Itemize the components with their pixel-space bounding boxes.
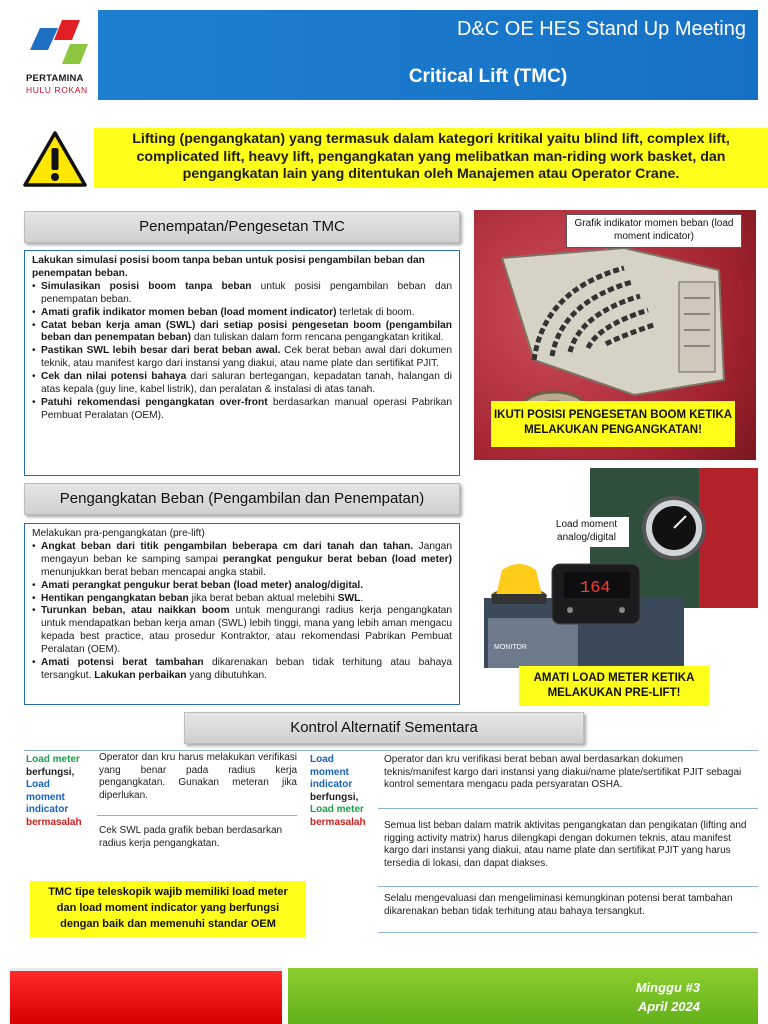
list-item: • Amati potensi berat tambahan dikarenakan beban tidak terhitung atau bahaya tersangkut. Lakukan perbaikan yang dibutuhkan.: [32, 657, 452, 683]
list-item: • Patuhi rekomendasi pengangkatan over-front berdasarkan manual operasi Pabrikan Pembuat Peralatan (OEM).: [32, 397, 452, 423]
list-item: • Cek dan nilai potensi bahaya dari saluran bertegangan, kepadatan tanah, halangan di atas kepala (guy line, kabel listrik), dan peralatan & instalasi di atas tanah.: [32, 371, 452, 397]
right-control-row-1: Operator dan kru verifikasi berat beban awal berdasarkan dokumen teknis/manifest kargo dari instansi yang diakui/name plate/sertifikat PJIT sebagai kontrol sementara mengacu pada persyaratan OSHA.: [384, 754, 742, 790]
section-box-pengangkatan: [24, 523, 460, 705]
meeting-title: D&C OE HES Stand Up Meeting: [456, 18, 746, 40]
photo2-tag: Load moment analog/digital: [544, 517, 629, 547]
photo2-caption: AMATI LOAD METER KETIKA MELAKUKAN PRE-LIFT!: [519, 666, 709, 706]
logo-subbrand: HULU ROKAN: [26, 85, 88, 95]
footer-date: April 2024: [637, 999, 700, 1014]
warning-banner: [22, 128, 746, 188]
pertamina-logo: [22, 18, 102, 98]
section1-intro: Lakukan simulasi posisi boom tanpa beban untuk posisi pengambilan beban dan penempatan beban.: [32, 255, 425, 279]
table-divider: [24, 750, 758, 751]
footer-red-band: [10, 968, 282, 1024]
right-control-row-2: Semua list beban dalam matrik aktivitas pengangkatan dan pengikatan (lifting and rigging activity matrix) harus dilengkapi dengan dokumen teknis, atau manifest kargo dari instansi yang diakui, atau name plate dan sertifikat PJIT yang harus tersedia di lokasi, dan dapat diakses.: [384, 820, 747, 869]
list-item: • Pastikan SWL lebih besar dari berat beban awal. Cek berat beban awal dari dokumen teknik, atau manifest kargo dari instansi yang diakui, atau name plate dan sertifikat PJIT.: [32, 345, 452, 371]
list-item: • Simulasikan posisi boom tanpa beban untuk posisi pengambilan beban dan penempatan beban.: [32, 281, 452, 307]
list-item: • Amati grafik indikator momen beban (load moment indicator) terletak di boom.: [32, 307, 452, 320]
right-control-row-3: Selalu mengevaluasi dan mengeliminasi kemungkinan potensi berat tambahan dikarenakan beban tidak terhitung atau bahaya tersangkut.: [384, 893, 733, 917]
left-condition-label: Load meter berfungsi, Load moment indicator bermasalah: [26, 754, 82, 828]
right-condition-label: Load moment indicator berfungsi, Load meter bermasalah: [310, 754, 366, 828]
photo1-tag: Grafik indikator momen beban (load moment indicator): [566, 214, 742, 248]
footer-green-band: [288, 968, 758, 1024]
load-meter-device-icon: [484, 468, 758, 668]
list-item: • Hentikan pengangkatan beban jika berat beban aktual melebihi SWL.: [32, 593, 452, 606]
left-control-row-1: Operator dan kru harus melakukan verifikasi yang benar pada radius kerja pengangkatan. Gunakan meteran jika diperlukan.: [99, 752, 297, 801]
section-box-penempatan: [24, 250, 460, 476]
list-item: • Turunkan beban, atau naikkan boom untuk mengurangi radius kerja pengangkatan untuk mendapatkan beban kerja aman (SWL) lebih tinggi, mana yang lebih aman mengacu kepada best practice, atau prosedur Kontraktor, atau rekomendasi Pabrikan Pembuat Peralatan (OEM).: [32, 605, 452, 657]
device-label: MONITOR: [494, 644, 527, 651]
page-title: Critical Lift (TMC): [408, 66, 568, 87]
warning-icon: [22, 130, 88, 188]
list-item: • Catat beban kerja aman (SWL) dari setiap posisi pengesetan boom (pengambilan beban dan penempatan beban) dan tuliskan dalam form rencana pengangkatan kritikal.: [32, 320, 452, 346]
tmc-requirement-note: TMC tipe teleskopik wajib memiliki load meter dan load moment indicator yang berfungsi dengan baik dan memenuhi standar OEM: [30, 881, 306, 937]
list-item: • Amati perangkat pengukur berat beban (load meter) analog/digital.: [32, 580, 452, 593]
footer-week: Minggu #3: [635, 980, 700, 995]
section-title-kontrol: Kontrol Alternatif Sementara: [184, 712, 584, 744]
section2-intro: Melakukan pra-pengangkatan (pre-lift): [32, 528, 205, 539]
load-meter-photo: [484, 468, 758, 668]
table-divider: [378, 886, 758, 887]
section-title-penempatan: Penempatan/Pengesetan TMC: [24, 211, 460, 243]
photo1-caption: IKUTI POSISI PENGESETAN BOOM KETIKA MELAKUKAN PENGANGKATAN!: [491, 401, 735, 447]
warning-text: Lifting (pengangkatan) yang termasuk dalam kategori kritikal yaitu blind lift, complex lift, complicated lift, heavy lift, pengangkatan yang melibatkan man-riding work basket, dan pengangkatan lain yang ditentukan oleh Manajemen atau Operator Crane.: [94, 128, 768, 188]
section-title-pengangkatan: Pengangkatan Beban (Pengambilan dan Penempatan): [24, 483, 460, 515]
header-banner: [98, 10, 758, 100]
left-control-row-2: Cek SWL pada grafik beban berdasarkan radius kerja pengangkatan.: [99, 825, 283, 849]
list-item: • Angkat beban dari titik pengambilan beberapa cm dari tanah dan tahan. Jangan mengayun beban ke samping sampai perangkat pengukur berat beban (load meter) menunjukkan berat beban mencapai angka stabil.: [32, 541, 452, 580]
table-divider: [97, 815, 297, 816]
logo-mark-icon: [22, 18, 92, 70]
display-readout: 164: [580, 579, 611, 598]
table-divider: [378, 932, 758, 933]
table-divider: [378, 808, 758, 809]
logo-brand: PERTAMINA: [26, 73, 84, 84]
